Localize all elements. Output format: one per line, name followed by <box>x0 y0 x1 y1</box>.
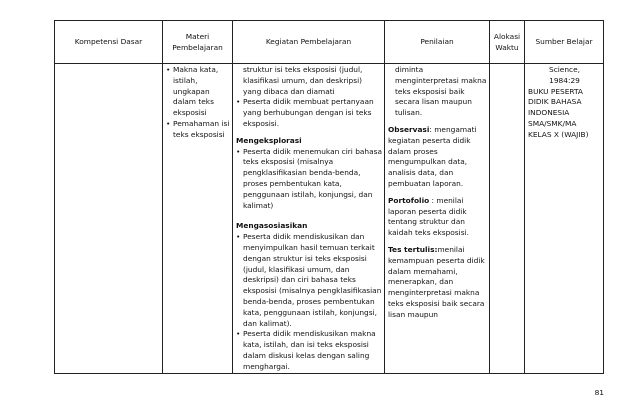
tes-tertulis-label: Tes tertulis: <box>388 244 438 254</box>
kegiatan-intro-list <box>236 97 382 129</box>
tes-tertulis-text: menilai kemampuan peserta didik dalam memahami, menerapkan, dan menginterpretasi makna teks eksposisi baik secara lisan maupun <box>388 244 485 319</box>
materi-item: • Makna kata, istilah, ungkapan dalam teks eksposisi <box>166 65 230 119</box>
page-number: 81 <box>594 388 604 397</box>
materi-list <box>166 65 230 141</box>
kegiatan-item: • Peserta didik mendiskusikan dan menyimpulkan hasil temuan terkait dengan struktur isi teks eksposisi (judul, klasifikasi umum, dan deskripsi) dan ciri bahasa teks eksposisi (misalnya pengklasifikasian benda-benda, proses pembentukan kata, penggunaan istilah, konjungsi, dan kalimat). <box>236 232 382 329</box>
kegiatan-item: • Peserta didik mendiskusikan makna kata, istilah, dan isi teks eksposisi dalam diskusi kelas dengan saling menghargai. <box>236 329 382 372</box>
content-row <box>55 64 604 374</box>
cell-alokasi-waktu <box>490 64 525 374</box>
materi-item: • Pemahaman isi teks eksposisi <box>166 119 230 141</box>
sumber-book: BUKU PESERTA DIDIK BAHASA INDONESIA SMA/SMK/MA KELAS X (WAJIB) <box>528 86 589 139</box>
associate-list <box>236 232 382 372</box>
kegiatan-item: • Peserta didik menemukan ciri bahasa teks eksposisi (misalnya pengklasifikasian benda-benda, proses pembentukan kata, penggunaan istilah, konjungsi, dan kalimat) <box>236 147 382 212</box>
heading-mengasosiasikan: Mengasosiasikan <box>236 221 308 231</box>
cell-materi <box>163 64 233 374</box>
header-kompetensi-dasar: Kompetensi Dasar <box>55 21 163 64</box>
portofolio-label: Portofolio <box>388 195 430 205</box>
cell-sumber-belajar <box>525 64 604 374</box>
sumber-line: Science, <box>549 65 580 74</box>
header-penilaian: Penilaian <box>385 21 490 64</box>
penilaian-observasi <box>388 125 487 190</box>
kegiatan-item: • Peserta didik membuat pertanyaan yang berhubungan dengan isi teks eksposisi. <box>236 97 382 129</box>
penilaian-tes-tertulis <box>388 245 487 321</box>
header-alokasi-waktu: Alokasi Waktu <box>490 21 525 64</box>
header-sumber-belajar: Sumber Belajar <box>525 21 604 64</box>
syllabus-table <box>54 20 604 374</box>
cell-penilaian <box>385 64 490 374</box>
heading-mengeksplorasi: Mengeksplorasi <box>236 135 302 145</box>
portofolio-text: : menilai laporan peserta didik tentang struktur dan kaidah teks eksposisi. <box>388 195 469 238</box>
explore-list <box>236 147 382 212</box>
header-materi-pembelajaran: Materi Pembelajaran <box>163 21 233 64</box>
cell-kompetensi-dasar <box>55 64 163 374</box>
penilaian-portofolio <box>388 196 487 239</box>
header-kegiatan-pembelajaran: Kegiatan Pembelajaran <box>233 21 385 64</box>
header-row <box>55 21 604 64</box>
kegiatan-continuation: struktur isi teks eksposisi (judul, klasifikasi umum, dan deskripsi) yang dibaca dan diamati <box>243 65 363 96</box>
cell-kegiatan <box>233 64 385 374</box>
observasi-text: : mengamati kegiatan peserta didik dalam proses mengumpulkan data, analisis data, dan pembuatan laporan. <box>388 124 477 188</box>
sumber-line: 1984:29 <box>549 75 580 85</box>
penilaian-continuation: diminta menginterpretasi makna teks eksposisi baik secara lisan maupun tulisan. <box>395 65 487 118</box>
observasi-label: Observasi <box>388 124 430 134</box>
